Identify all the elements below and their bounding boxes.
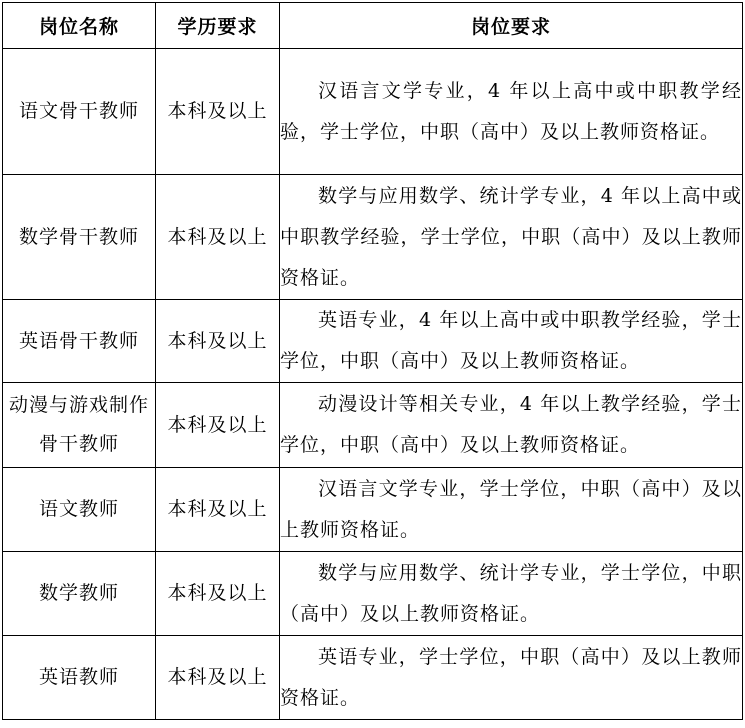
requirement-cell (280, 468, 743, 552)
table-row (3, 175, 743, 300)
table-header-row (3, 3, 743, 49)
requirement-text: 英语专业，4 年以上高中或中职教学经验，学士学位，中职（高中）及以上教师资格证。 (280, 309, 742, 372)
education-cell: 本科及以上 (156, 49, 280, 175)
requirement-cell (280, 300, 743, 383)
position-cell: 语文教师 (3, 468, 156, 552)
education-cell: 本科及以上 (156, 636, 280, 720)
education-cell: 本科及以上 (156, 383, 280, 468)
table-row (3, 636, 743, 720)
education-cell: 本科及以上 (156, 300, 280, 383)
education-cell: 本科及以上 (156, 552, 280, 636)
position-cell: 数学骨干教师 (3, 175, 156, 300)
requirement-cell (280, 383, 743, 468)
education-cell: 本科及以上 (156, 175, 280, 300)
requirement-cell (280, 552, 743, 636)
requirement-text: 数学与应用数学、统计学专业，4 年以上高中或中职教学经验，学士学位，中职（高中）及以上教师资格证。 (280, 184, 742, 289)
table-row (3, 552, 743, 636)
table-row (3, 468, 743, 552)
requirement-text: 动漫设计等相关专业，4 年以上教学经验，学士学位，中职（高中）及以上教师资格证。 (280, 393, 742, 456)
position-cell: 英语骨干教师 (3, 300, 156, 383)
requirement-cell (280, 175, 743, 300)
header-education: 学历要求 (156, 3, 280, 49)
table-row (3, 300, 743, 383)
header-requirement: 岗位要求 (280, 3, 743, 49)
table-row (3, 383, 743, 468)
position-cell: 数学教师 (3, 552, 156, 636)
position-cell: 语文骨干教师 (3, 49, 156, 175)
requirement-text: 汉语言文学专业，4 年以上高中或中职教学经验，学士学位，中职（高中）及以上教师资格证。 (280, 79, 742, 143)
position-cell: 英语教师 (3, 636, 156, 720)
header-position: 岗位名称 (3, 3, 156, 49)
requirement-text: 英语专业，学士学位，中职（高中）及以上教师资格证。 (280, 645, 742, 709)
requirement-text: 数学与应用数学、统计学专业，学士学位，中职（高中）及以上教师资格证。 (280, 561, 742, 625)
position-cell: 动漫与游戏制作骨干教师 (3, 383, 156, 468)
job-requirements-table (2, 2, 743, 720)
education-cell: 本科及以上 (156, 468, 280, 552)
requirement-text: 汉语言文学专业，学士学位，中职（高中）及以上教师资格证。 (280, 477, 742, 541)
table-row (3, 49, 743, 175)
requirement-cell (280, 636, 743, 720)
requirement-cell (280, 49, 743, 175)
